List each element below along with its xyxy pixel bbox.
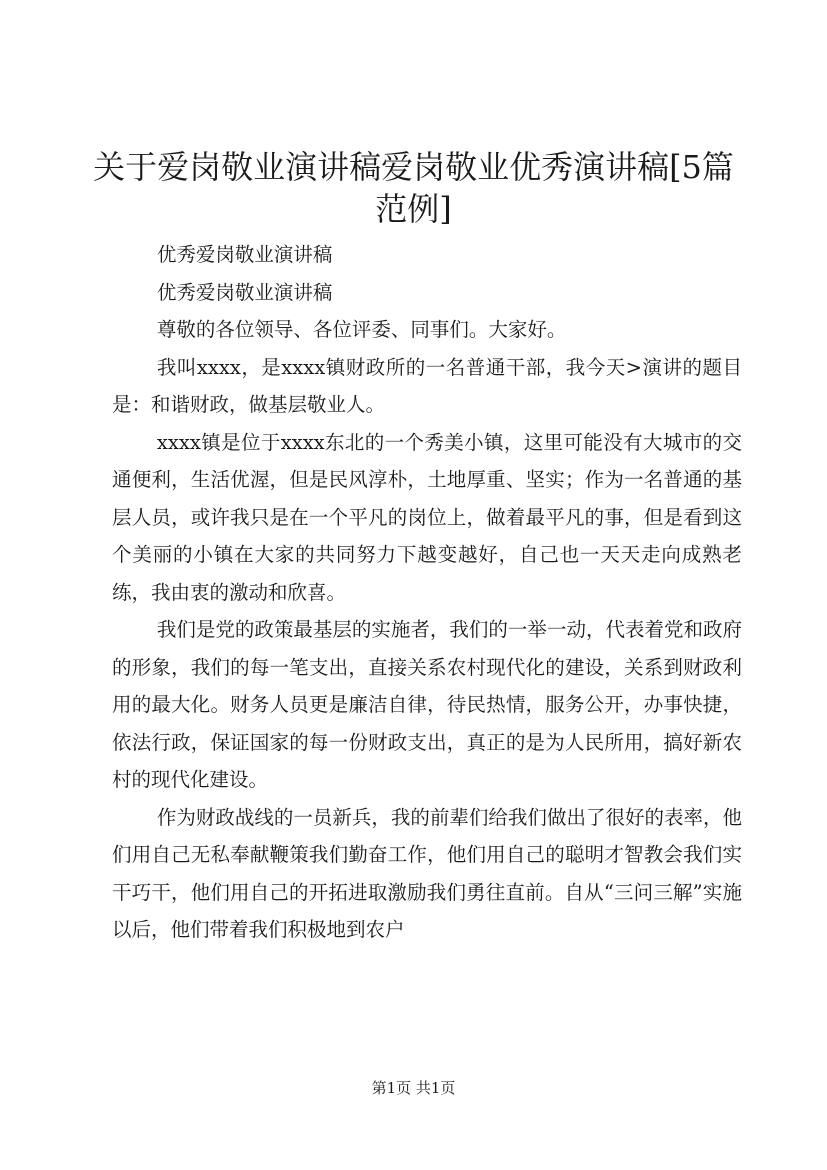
paragraph: xxxx镇是位于xxxx东北的一个秀美小镇，这里可能没有大城市的交通便利，生活优渥，但是民风淳朴，土地厚重、坚实；作为一名普通的基层人员，或许我只是在一个平凡的岗位上，做着最平凡的事，但是看到这个美丽的小镇在大家的共同努力下越变越好，自己也一天天走向成熟老练，我由衷的激动和欣喜。 [112,430,742,604]
document-body [112,236,742,949]
paragraph: 尊敬的各位领导、各位评委、同事们。大家好。 [156,318,567,341]
paragraph: 优秀爱岗敬业演讲稿 [156,243,333,266]
page-footer: 第1页 共1页 [371,1079,456,1097]
document-title: 关于爱岗敬业演讲稿爱岗敬业优秀演讲稿[5篇范例] [93,148,734,228]
paragraph: 我叫xxxx，是xxxx镇财政所的一名普通干部，我今天>演讲的题目是：和谐财政，做基层敬业人。 [112,355,742,416]
paragraph: 我们是党的政策最基层的实施者，我们的一举一动，代表着党和政府的形象，我们的每一笔支出，直接关系农村现代化的建设，关系到财政利用的最大化。财务人员更是廉洁自律，待民热情，服务公开，办事快捷，依法行政，保证国家的每一份财政支出，真正的是为人民所用，搞好新农村的现代化建设。 [112,618,742,791]
paragraph: 优秀爱岗敬业演讲稿 [156,280,333,304]
paragraph: 作为财政战线的一员新兵，我的前辈们给我们做出了很好的表率，他们用自己无私奉献鞭策我们勤奋工作，他们用自己的聪明才智教会我们实干巧干，他们用自己的开拓进取激励我们勇往直前。自从“三问三解”实施以后，他们带着我们积极地到农户 [112,805,742,941]
